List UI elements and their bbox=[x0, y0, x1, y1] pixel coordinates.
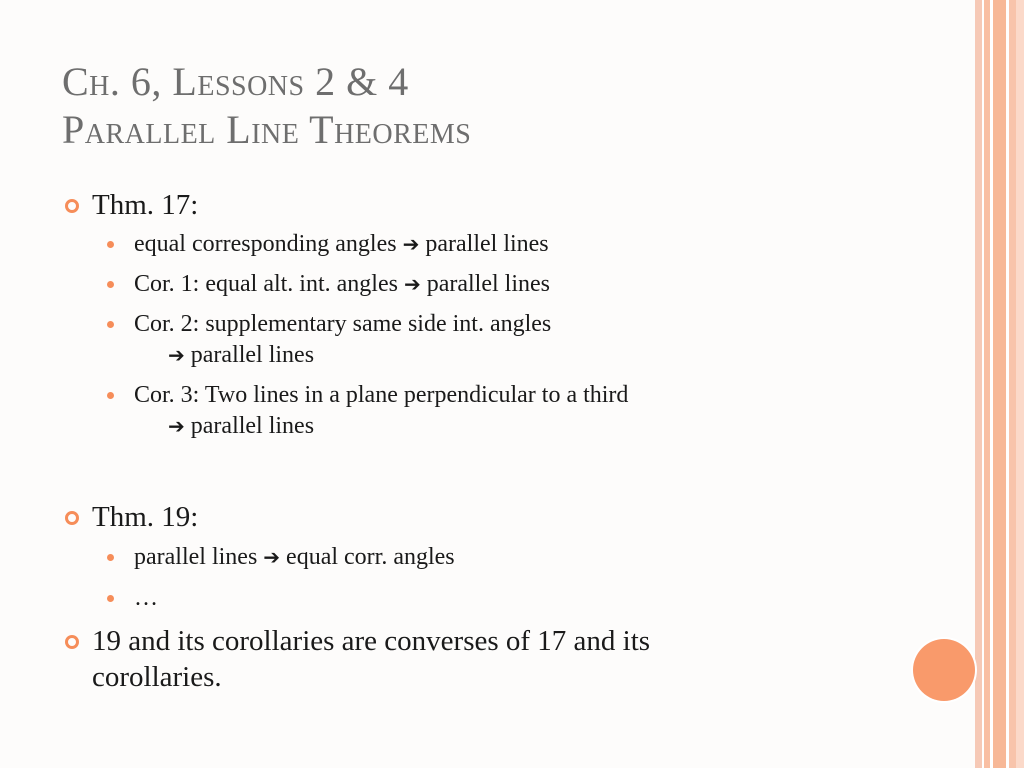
sub-bullet-4 bbox=[134, 380, 628, 442]
decorative-stripe bbox=[1009, 0, 1016, 768]
title-line-2: Parallel Line Theorems bbox=[62, 107, 472, 152]
ring-bullet-icon bbox=[65, 199, 79, 213]
arrow-right-icon: ➔ bbox=[263, 545, 281, 569]
sub-bullet-6-text: … bbox=[134, 585, 158, 611]
sub-bullet-2-result: parallel lines bbox=[426, 271, 550, 297]
sub-bullet-2 bbox=[134, 269, 550, 300]
arrow-right-icon: ➔ bbox=[168, 343, 185, 367]
sub-bullet-1 bbox=[134, 229, 549, 260]
ring-bullet-icon bbox=[65, 511, 79, 525]
dot-bullet-icon bbox=[107, 281, 114, 288]
ring-bullet-icon bbox=[65, 635, 79, 649]
sub-bullet-5-result: equal corr. angles bbox=[286, 544, 455, 570]
sub-bullet-2-text: Cor. 1: equal alt. int. angles bbox=[134, 271, 398, 297]
dot-bullet-icon bbox=[107, 241, 114, 248]
bullet-converse-line-1: 19 and its corollaries are converses of 17 and its bbox=[92, 625, 651, 657]
bullet-thm19 bbox=[92, 499, 198, 535]
decorative-stripe bbox=[1016, 0, 1024, 768]
bullet-thm19-label: Thm. 19: bbox=[92, 501, 199, 533]
sub-bullet-4-result: parallel lines bbox=[190, 413, 315, 439]
arrow-right-icon: ➔ bbox=[403, 272, 421, 296]
dot-bullet-icon bbox=[107, 595, 114, 602]
decorative-stripe bbox=[993, 0, 1006, 768]
arrow-right-icon: ➔ bbox=[402, 232, 420, 256]
arrow-right-icon: ➔ bbox=[168, 414, 185, 438]
bullet-converse-line-2: corollaries. bbox=[92, 661, 222, 693]
dot-bullet-icon bbox=[107, 554, 114, 561]
sub-bullet-3-continuation bbox=[134, 340, 551, 371]
title-line-1: Ch. 6, Lessons 2 & 4 bbox=[62, 59, 409, 104]
sub-bullet-6 bbox=[134, 583, 158, 614]
sub-bullet-4-text: Cor. 3: Two lines in a plane perpendicular to a third bbox=[134, 382, 629, 408]
sub-bullet-1-text: equal corresponding angles bbox=[134, 231, 397, 257]
bullet-thm17-label: Thm. 17: bbox=[92, 189, 199, 221]
bullet-converse bbox=[92, 623, 650, 695]
sub-bullet-1-result: parallel lines bbox=[425, 231, 549, 257]
sub-bullet-4-continuation bbox=[134, 411, 628, 442]
dot-bullet-icon bbox=[107, 392, 114, 399]
sub-bullet-3-result: parallel lines bbox=[190, 342, 315, 368]
bullet-thm17 bbox=[92, 187, 198, 223]
sub-bullet-5-text: parallel lines bbox=[134, 544, 258, 570]
sub-bullet-3 bbox=[134, 309, 551, 371]
dot-bullet-icon bbox=[107, 321, 114, 328]
sub-bullet-3-text: Cor. 2: supplementary same side int. angles bbox=[134, 311, 552, 337]
sub-bullet-5 bbox=[134, 542, 455, 573]
decorative-stripe bbox=[975, 0, 982, 768]
